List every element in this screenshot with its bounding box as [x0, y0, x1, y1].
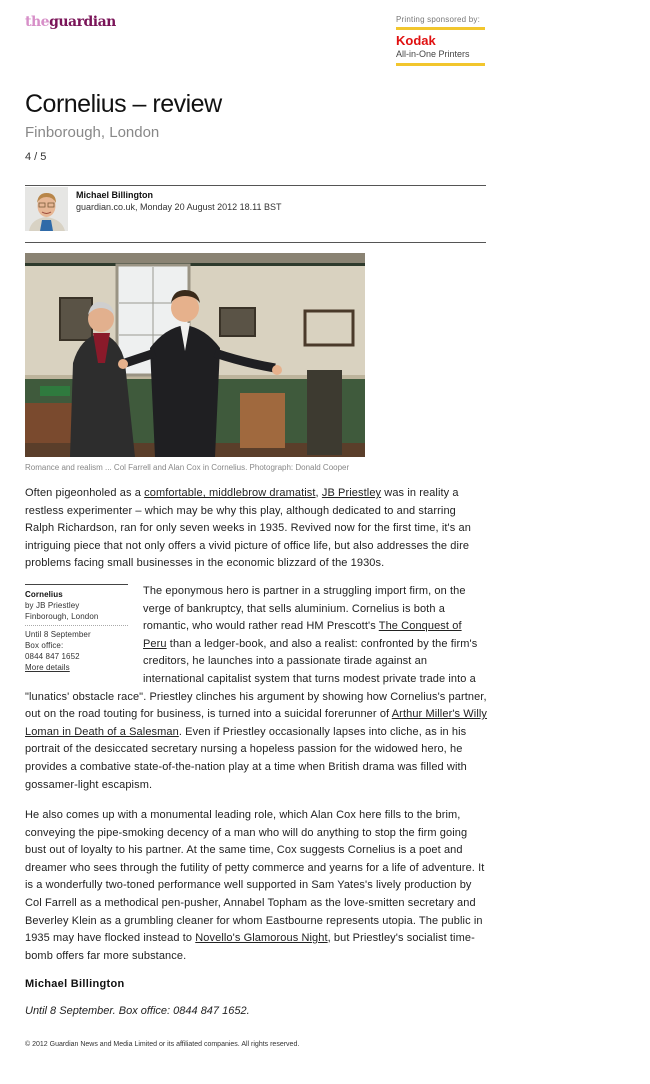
photo-caption: Romance and realism ... Col Farrell and Alan Cox in Cornelius. Photograph: Donald Cooper — [25, 463, 350, 472]
sponsor-tagline: All-in-One Printers — [396, 49, 470, 59]
text: . Even if Priestley occasionally lapses into cliche, as in his portrait of the desiccated secretary nursing a hopeless passion for the widowed hero, he provides a combative state-of-the-nation play at a time when British drama was filled with gossamer-light escapism. — [25, 725, 467, 791]
link-jb-priestley[interactable]: JB Priestley — [321, 487, 382, 499]
paragraph-2-wrapper — [25, 583, 487, 794]
signoff-author: Michael Billington — [25, 978, 125, 990]
factbox-box-office-label: Box office: — [25, 641, 64, 650]
article-dateline: guardian.co.uk, Monday 20 August 2012 18.11 BST — [76, 202, 282, 212]
factbox-phone: 0844 847 1652 — [25, 652, 80, 661]
text: than a ledger-book, and also a realist: confronted by the firm's creditors, he launches into a passionate tirade against an international capitalist system that turns modest private trade into a "lunatics' obstacle race". Priestley clinches his argument by showing how Cornelius's partner, out on the road touting for business, is turned into a suicidal forerunner of — [25, 637, 487, 721]
text: Often pigeonholed as a — [25, 487, 145, 499]
text: , but Priestley's socialist time-bomb offers far more substance. — [25, 932, 475, 962]
factbox-venue: Finborough, London — [25, 612, 99, 621]
author-name[interactable]: Michael Billington — [76, 190, 154, 200]
paragraph-1 — [25, 485, 487, 573]
sponsor-label: Printing sponsored by: — [396, 15, 481, 24]
logo-guardian: guardian — [49, 14, 116, 30]
sponsor-block[interactable] — [396, 15, 485, 66]
author-portrait-icon — [25, 187, 68, 231]
text: , — [315, 487, 322, 499]
fact-box — [25, 584, 128, 673]
link-conquest-of-peru[interactable]: The Conquest of Peru — [143, 620, 462, 650]
box-office-info: Until 8 September. Box office: 0844 847 1652. — [25, 1005, 250, 1017]
link-glamorous-night[interactable]: Novello's Glamorous Night — [195, 932, 328, 945]
article-photo — [25, 253, 365, 457]
factbox-divider — [25, 625, 128, 626]
factbox-until: Until 8 September — [25, 630, 91, 639]
author-avatar — [25, 187, 68, 231]
sponsor-bottom-bar — [396, 63, 485, 66]
sponsor-top-bar — [396, 27, 485, 30]
link-death-of-a-salesman[interactable]: Arthur Miller's Willy Loman in Death of a Salesman — [25, 708, 488, 738]
stage-photo-image — [25, 253, 365, 457]
text: was in reality a restless experimenter – which may be why this play, although dedicated to and starring Ralph Richardson, ran for only seven weeks in 1935. Revived now for the first time, it's an intriguing piece that not only offers a vivid picture of office life, but also addresses the dire problems facing small businesses in the economic blizzard of the 1930s. — [25, 487, 471, 570]
article-title: Cornelius – review — [25, 90, 222, 118]
kodak-logo: Kodak — [396, 33, 436, 48]
star-rating: 4 / 5 — [25, 151, 47, 163]
factbox-more-details-link[interactable]: More details — [25, 663, 70, 672]
byline-bottom-rule — [25, 242, 486, 243]
paragraph-3 — [25, 807, 487, 965]
link-middlebrow-dramatist[interactable]: comfortable, middlebrow dramatist — [144, 487, 316, 499]
byline-top-rule — [25, 185, 486, 186]
copyright-footer: © 2012 Guardian News and Media Limited or its affiliated companies. All rights reserved. — [25, 1041, 300, 1048]
article-subtitle: Finborough, London — [25, 124, 160, 141]
factbox-title: Cornelius — [25, 590, 63, 599]
logo-the: the — [25, 14, 50, 30]
text: The eponymous hero is partner in a struggling import firm, on the verge of bankruptcy, that sells aluminium. Cornelius is both a romantic, who would rather read HM Prescott's — [143, 585, 466, 633]
byline — [25, 187, 486, 233]
text: He also comes up with a monumental leading role, which Alan Cox here fills to the brim, conveying the pipe-smoking decency of a man who will do anything to stop the firm going bust out of loyalty to his partner. At the same time, Cox suggests Cornelius is a poet and dreamer who sees through the futility of petty commerce and yearns for a life of adventure. It is a wonderfully two-toned performance well supported in Sam Yates's lively production by Col Farrell as a methodical pen-pusher, Annabel Topham as the love-smitten secretary and Beverley Klein as a grumbling cleaner for whom Eastbourne represents utopia. The public in 1935 may have flocked instead to — [25, 809, 485, 945]
factbox-author: by JB Priestley — [25, 601, 80, 610]
guardian-logo[interactable] — [25, 14, 116, 30]
